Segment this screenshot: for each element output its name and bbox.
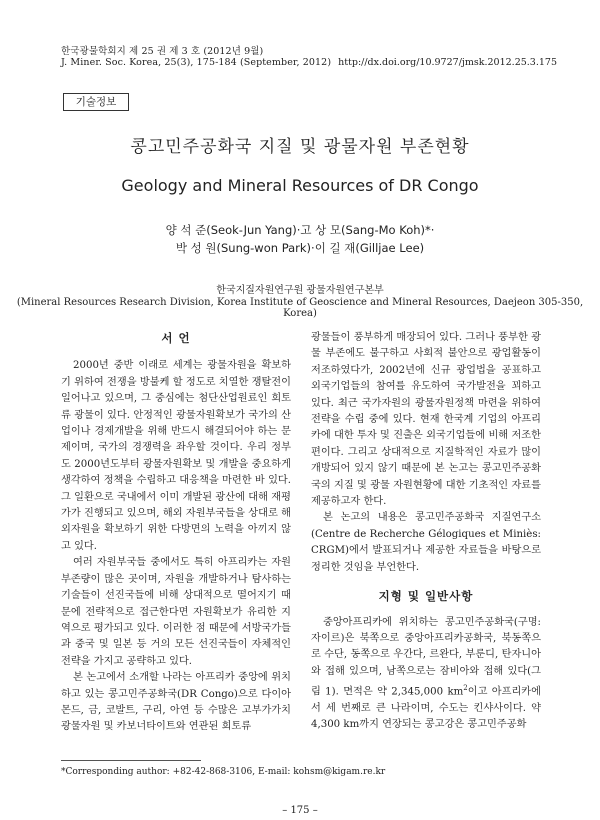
journal-header-en: J. Miner. Soc. Korea, 25(3), 175-184 (September, 2012) [61, 57, 332, 68]
page-number: – 175 – [282, 805, 318, 816]
authors-line-2: 박 성 원(Sung-won Park)·이 길 재(Gilljae Lee) [175, 241, 425, 255]
superscript: 2 [463, 684, 468, 693]
section-title-introduction: 서 언 [161, 331, 191, 345]
title-korean: 콩고민주공화국 지질 및 광물자원 부존현황 [130, 137, 470, 157]
section-title-geography: 지형 및 일반사항 [378, 589, 474, 604]
paragraph-text: 중앙아프리카에 위치하는 콩고민주공화국(구명: 자이르)은 북쪽으로 중앙아프리카공화국, 북동쪽으로 수단, 동쪽으로 우간다, 르완다, 부룬디, 탄자니아와 접해 있으며, 남쪽으로는 잠비아와 접해 있다(그림 1). 면적은 약 2,345,000 km [311, 616, 541, 698]
footnote-rule [61, 760, 201, 761]
authors-line-1: 양 석 준(Seok-Jun Yang)·고 상 모(Sang-Mo Koh)*· [165, 223, 435, 237]
paragraph-text: 이고 아프리카에서 세 번째로 큰 나라이며, 수도는 킨샤사이다. 약 4,300 km까지 연장되는 콩고강은 콩고민주공화 [311, 686, 541, 731]
affiliation-korean: 한국지질자원연구원 광물자원연구본부 [216, 285, 384, 296]
paragraph: 2000년 중반 이래로 세계는 광물자원을 확보하기 위하여 전쟁을 방불케 할 정도로 치열한 쟁탈전이 일어나고 있으며, 그 중심에는 첨단산업원료인 희토류 광물이 있다. 안정적인 광물자원확보가 국가의 산업이나 경제개발을 위해 반드시 해결되어야 하는 문제이며, 국가의 경쟁력을 좌우할 것이다. 우리 정부도 2000년도부터 광물자원확보 및 개발을 중요하게 생각하여 정책을 수립하고 대응책을 마련한 바 있다. 그 일환으로 국내에서 이미 개발된 광산에 대해 재평가가 진행되고 있으며, 해외 자원부국들을 상대로 해외자원을 확보하기 위한 다방면의 노력을 아끼지 않고 있다. [61, 360, 291, 552]
paragraph [311, 615, 541, 734]
title-english: Geology and Mineral Resources of DR Congo [121, 176, 479, 195]
paragraph: 광물들이 풍부하게 매장되어 있다. 그러나 풍부한 광물 부존에도 불구하고 사회적 불안으로 광업활동이 저조하였다가, 2002년에 신규 광업법을 공표하고 외국기업들의 참여를 유도하여 국가발전을 꾀하고 있다. 최근 국가자원의 광물자원정책 마련을 위하여 전략을 수립 중에 있다. 현재 한국계 기업의 아프리카에 대한 투자 및 진출은 외국기업들에 비해 저조한 편이다. 그리고 상대적으로 지질학적인 자료가 많이 개방되어 있지 않기 때문에 본 논고는 콩고민주공화국의 지질 및 광물 자원현황에 대한 기초적인 자료를 제공하고자 한다. [311, 332, 541, 508]
footnote: *Corresponding author: +82-42-868-3106, E-mail: kohsm@kigam.re.kr [61, 767, 386, 777]
affiliation-english: (Mineral Resources Research Division, Korea Institute of Geoscience and Mineral Resources, Daejeon 305-350, Korea) [16, 297, 584, 319]
paragraph: 본 논고에서 소개할 나라는 아프리카 중앙에 위치하고 있는 콩고민주공화국(DR Congo)으로 다이아몬드, 금, 코발트, 구리, 아연 등 수많은 고부가가치 광물자원 및 카보너타이트와 연관된 희토류 [61, 672, 291, 733]
journal-header-ko: 한국광물학회지 제 25 권 제 3 호 (2012년 9월) [61, 46, 264, 57]
paragraph: 본 논고의 내용은 콩고민주공화국 지질연구소(Centre de Recherche Gélogiques et Miniès: CRGM)에서 발표되거나 제공한 자료들을 바탕으로 정리한 것임을 부언한다. [311, 512, 541, 573]
right-column [311, 330, 541, 734]
paragraph: 여러 자원부국들 중에서도 특히 아프리카는 자원부존량이 많은 곳이며, 자원을 개발하거나 탐사하는 기술들이 선진국들에 비해 상대적으로 떨어지기 때문에 전략적으로 접근한다면 자원확보가 유리한 지역으로 평가되고 있다. 이러한 점 때문에 서방국가들과 중국 및 일본 등 거의 모든 선진국들이 자체적인 전략을 가지고 공략하고 있다. [61, 557, 291, 667]
category-label: 기술정보 [63, 93, 129, 111]
doi-link[interactable]: http://dx.doi.org/10.9727/jmsk.2012.25.3.175 [338, 57, 557, 68]
left-column [61, 330, 291, 736]
